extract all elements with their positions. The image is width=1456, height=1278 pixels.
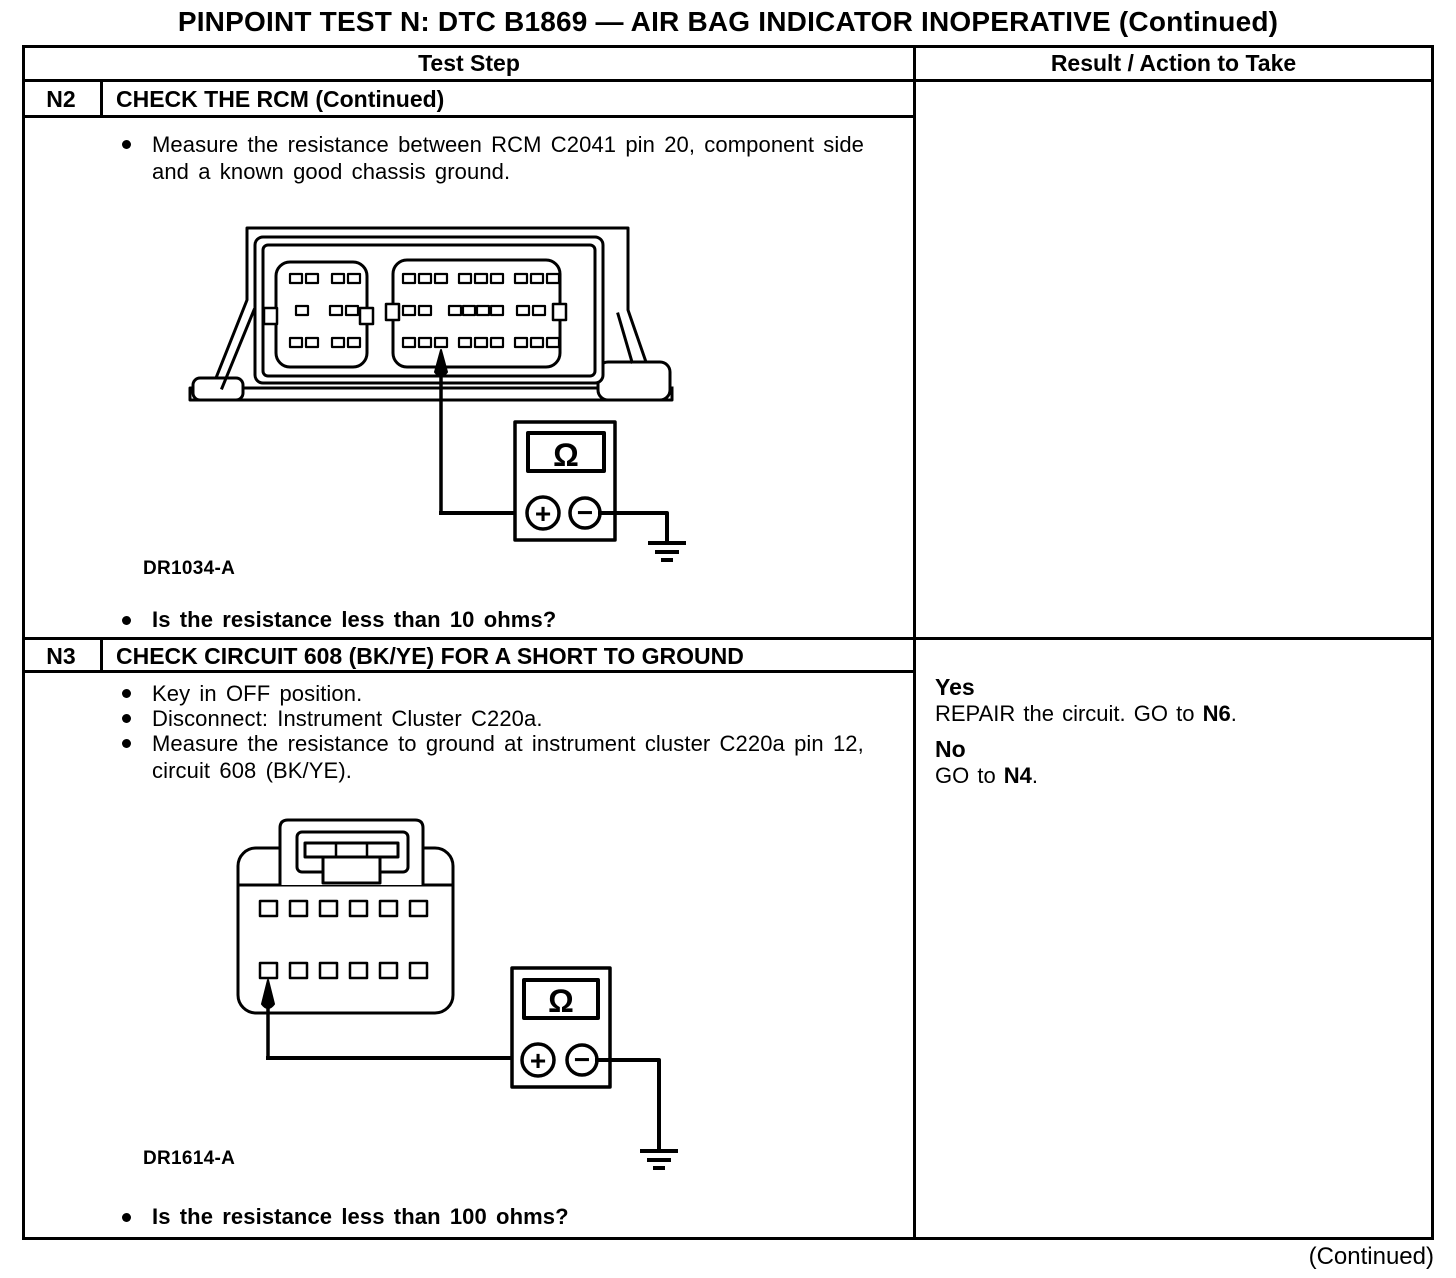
ground-symbol-icon <box>642 1151 676 1168</box>
bullet-icon <box>122 739 131 748</box>
figure-label: DR1614-A <box>143 1148 236 1169</box>
question-n3: Is the resistance less than 100 ohms? <box>152 1204 569 1229</box>
result-no-action-end: . <box>1031 763 1039 788</box>
question-n2: Is the resistance less than 10 ohms? <box>152 607 557 632</box>
result-no-target: N4 <box>1003 763 1032 788</box>
row-title-n3: CHECK CIRCUIT 608 (BK/YE) FOR A SHORT TO GROUND <box>116 643 744 669</box>
step-text-n2-1: Measure the resistance between RCM C2041 pin 20, component side and a known good chassis ground. <box>152 132 865 184</box>
result-yes-target: N6 <box>1202 701 1231 726</box>
result-no-action-text: GO to <box>935 763 1004 788</box>
row-id-n2: N2 <box>46 86 76 112</box>
result-yes-action <box>935 701 1415 727</box>
result-no-label: No <box>935 736 966 762</box>
n3-label-divider <box>100 640 103 673</box>
n3-header-bottom-border <box>22 670 916 673</box>
column-divider <box>913 45 916 1240</box>
step-text-n3-1: Key in OFF position. <box>152 681 363 706</box>
ohm-symbol: Ω <box>548 983 574 1019</box>
col-header-test-step: Test Step <box>418 50 520 76</box>
connector-latch-stem <box>323 857 380 883</box>
continued-note: (Continued) <box>1308 1243 1434 1270</box>
page-title: PINPOINT TEST N: DTC B1869 — AIR BAG INDICATOR INOPERATIVE (Continued) <box>177 6 1279 37</box>
bullet-icon <box>122 140 131 149</box>
rcm-right-foot <box>598 362 670 400</box>
n2-label-divider <box>100 82 103 118</box>
row-boundary-n2-n3 <box>22 637 1434 640</box>
bullet-icon <box>122 689 131 698</box>
result-yes-action-text: REPAIR the circuit. GO to <box>935 701 1203 726</box>
plus-terminal-label: + <box>534 498 552 529</box>
rcm-connector-diagram <box>150 222 710 572</box>
bullet-icon <box>122 1213 131 1222</box>
step-text-n3-3: Measure the resistance to ground at instrument cluster C220a pin 12, circuit 608 (BK/YE). <box>152 731 864 783</box>
plus-terminal-label: + <box>529 1045 547 1076</box>
row-id-n3: N3 <box>46 643 76 669</box>
minus-terminal-label: − <box>576 497 594 528</box>
row-title-n2: CHECK THE RCM (Continued) <box>116 86 445 112</box>
rcm-left-foot <box>193 378 243 400</box>
result-yes-label: Yes <box>935 674 975 700</box>
ohm-symbol: Ω <box>553 437 579 473</box>
n2-header-bottom-border <box>22 115 916 118</box>
header-row-border <box>22 79 1434 82</box>
bullet-icon <box>122 616 131 625</box>
col-header-result: Result / Action to Take <box>1050 50 1297 76</box>
ground-symbol-icon <box>650 543 684 560</box>
figure-label: DR1034-A <box>143 558 236 579</box>
connector-latch-bar <box>305 843 398 857</box>
result-yes-action-end: . <box>1230 701 1237 726</box>
step-text-n3-2: Disconnect: Instrument Cluster C220a. <box>152 706 543 731</box>
instrument-cluster-connector-diagram <box>230 812 690 1197</box>
result-no-action <box>935 763 1415 789</box>
bullet-icon <box>122 714 131 723</box>
minus-terminal-label: − <box>573 1044 591 1075</box>
